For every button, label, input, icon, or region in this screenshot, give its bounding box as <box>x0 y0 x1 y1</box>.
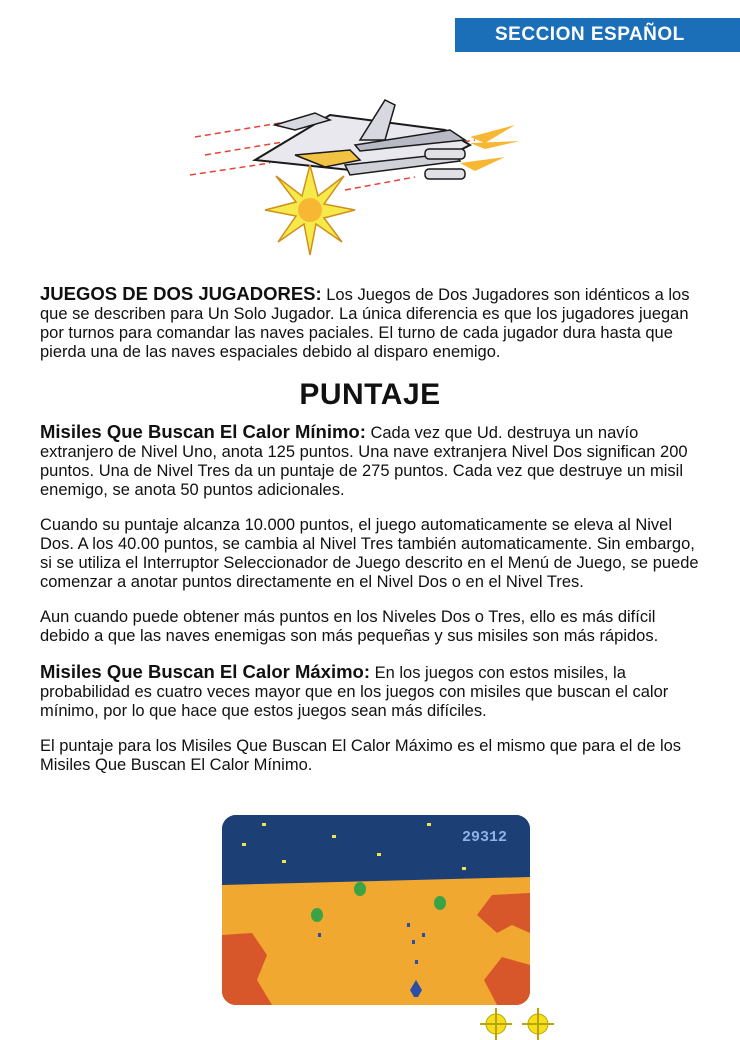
max-heat-paragraph <box>40 662 700 721</box>
max-heat-text: En los juegos con estos misiles, la probabilidad es cuatro veces mayor que en los juegos con misiles que buscan el calor mínimo, por lo que hace que estos juegos sean más difíciles. <box>40 664 669 720</box>
game-score: 29312 <box>461 829 507 846</box>
min-heat-text: Cada vez que Ud. destruya un navío extranjero de Nivel Uno, anota 125 puntos. Una nave extranjera Nivel Dos significan 200 puntos. Una de Nivel Tres da un puntaje de 275 puntos. Cada vez que destruye un misil enemigo, se anota 50 puntos adicionales. <box>40 424 688 499</box>
min-heat-heading: Misiles Que Buscan El Calor Mínimo: <box>40 421 366 442</box>
page-title: PUNTAJE <box>299 378 441 411</box>
game-scene <box>222 815 530 1005</box>
same-score-paragraph: El puntaje para los Misiles Que Buscan El Calor Máximo es el mismo que para el de los Misiles Que Buscan El Calor Mínimo. <box>40 737 682 774</box>
section-label: SECCION ESPAÑOL <box>495 24 685 45</box>
two-players-paragraph <box>40 284 700 362</box>
section-header <box>455 18 740 52</box>
max-heat-heading: Misiles Que Buscan El Calor Máximo: <box>40 661 371 682</box>
min-heat-paragraph <box>40 422 700 500</box>
two-players-text: Los Juegos de Dos Jugadores son idénticos a los que se describen para Un Solo Jugador. La única diferencia es que los jugadores juegan por turnos para comandar las naves paciales. El turno de cada jugador dura hasta que pierda una de las naves espaciales debido al disparo enemigo. <box>40 286 690 361</box>
levels-paragraph: Cuando su puntaje alcanza 10.000 puntos, el juego automaticamente se eleva al Nivel Dos. A los 40.00 puntos, se cambia al Nivel Tres también automaticamente. Sin embargo, si se utiliza el Interruptor Seleccionador de Juego descrito en el Menú de Juego, se puede comenzar a anotar puntos directamente en el Nivel Dos o en el Nivel Tres. <box>40 516 699 591</box>
ornament-icon <box>470 1000 590 1040</box>
manual-text <box>40 284 700 791</box>
spaceship-explosion-icon <box>185 85 525 270</box>
difficulty-paragraph: Aun cuando puede obtener más puntos en los Niveles Dos o Tres, ello es más difícil debido a que las naves enemigas son más pequeñas y sus misiles son más rápidos. <box>40 608 659 645</box>
game-screenshot <box>222 815 530 1005</box>
two-players-heading: JUEGOS DE DOS JUGADORES: <box>40 283 322 304</box>
